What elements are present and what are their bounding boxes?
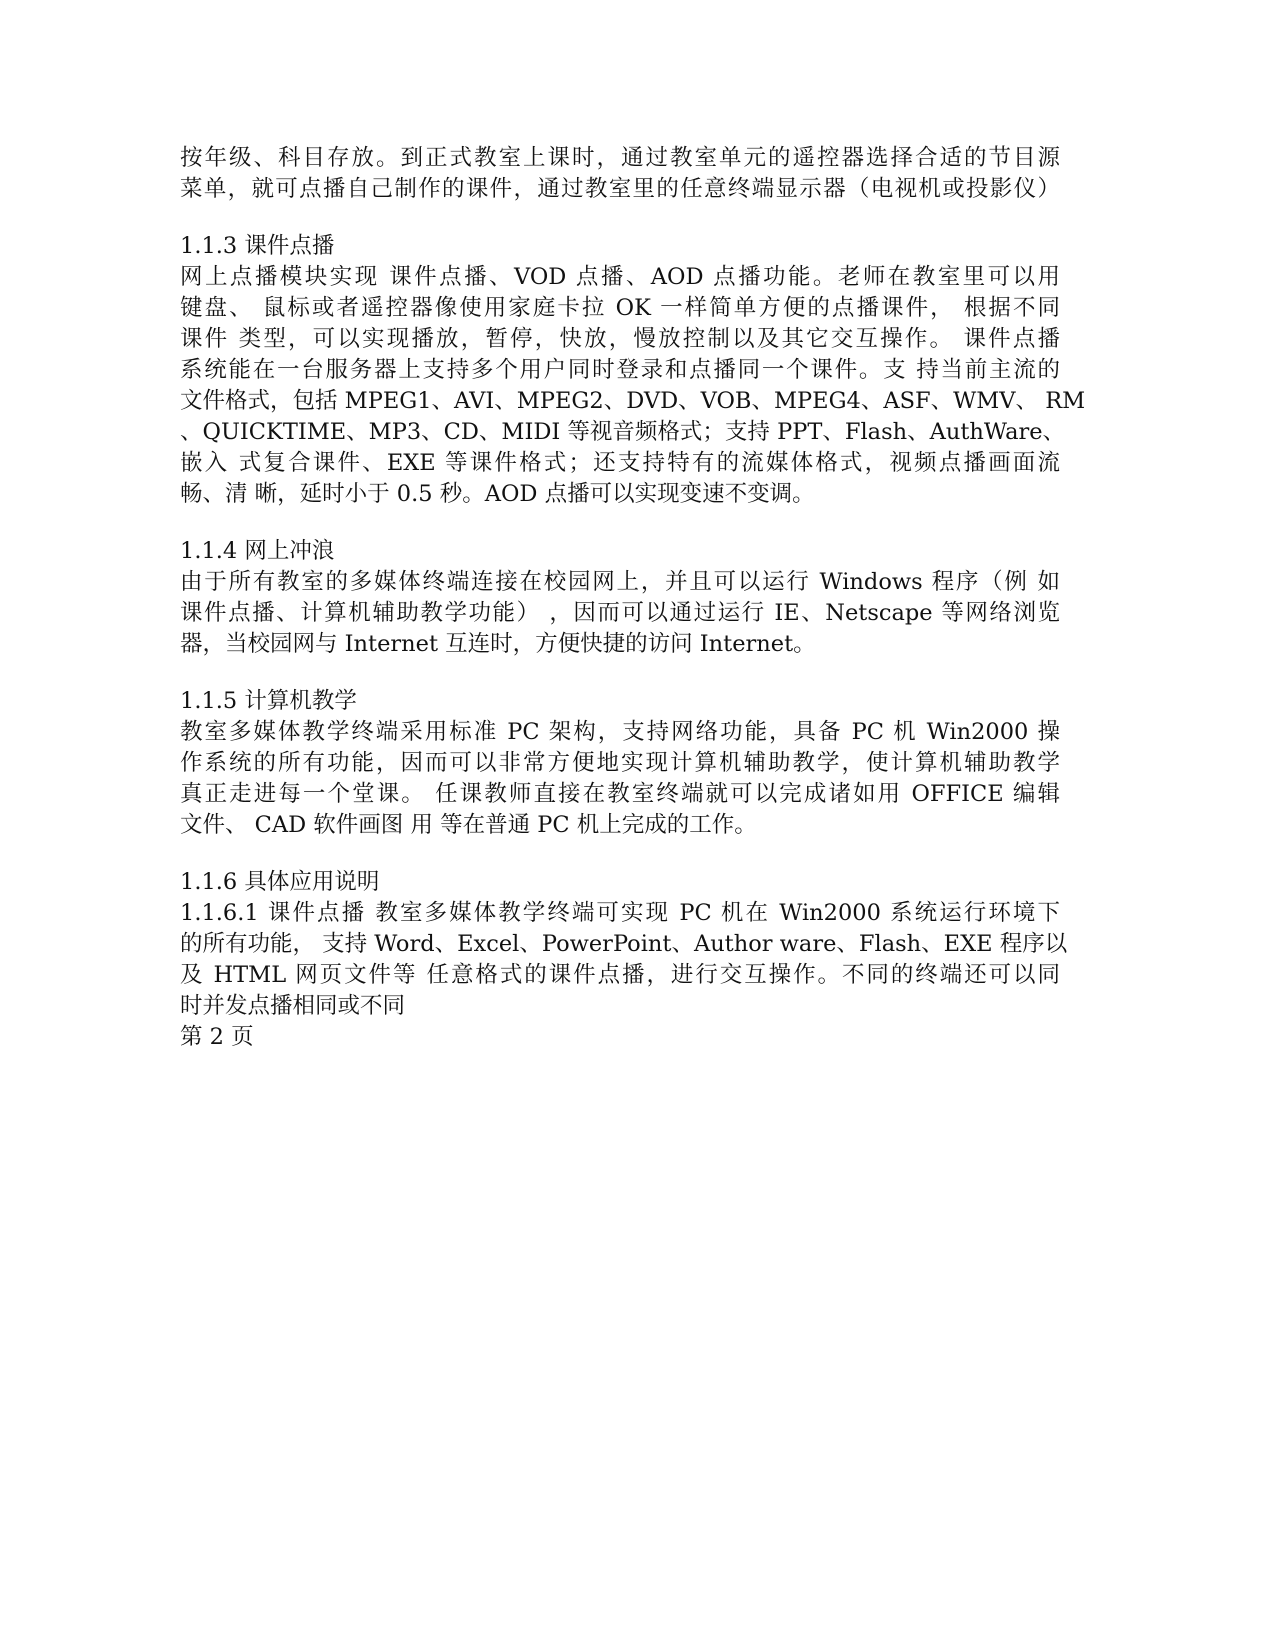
paragraph-line: 1.1.6.1 课件点播 教室多媒体教学终端可实现 PC 机在 Win2000 系统运行环境下 [180,900,1060,926]
section-1-1-6 [180,867,1068,1022]
paragraph-line: 由于所有教室的多媒体终端连接在校园网上，并且可以运行 Windows 程序（例 如 [180,569,1060,595]
paragraph-line: 文件、 CAD 软件画图 用 等在普通 PC 机上完成的工作。 [180,812,757,838]
paragraph-line: 课件 类型，可以实现播放，暂停，快放，慢放控制以及其它交互操作。 课件点播 [180,326,1060,352]
section-1-1-5 [180,686,1060,841]
intro-paragraph [180,143,1060,205]
paragraph-line: 、QUICKTIME、MP3、CD、MIDI 等视音频格式；支持 PPT、Flash、AuthWare、 [180,419,1066,445]
paragraph-line: 网上点播模块实现 课件点播、VOD 点播、AOD 点播功能。老师在教室里可以用 [180,264,1060,290]
section-heading: 1.1.4 网上冲浪 [180,538,335,564]
page-number: 第 2 页 [180,1024,254,1050]
section-heading: 1.1.5 计算机教学 [180,688,357,714]
paragraph-line: 系统能在一台服务器上支持多个用户同时登录和点播同一个课件。支 持当前主流的 [180,357,1060,383]
section-1-1-3 [180,231,1086,510]
paragraph-line: 及 HTML 网页文件等 任意格式的课件点播，进行交互操作。不同的终端还可以同 [180,962,1060,988]
paragraph-line: 按年级、科目存放。到正式教室上课时，通过教室单元的遥控器选择合适的节目源 [180,145,1060,171]
paragraph-line: 时并发点播相同或不同 [180,993,406,1019]
paragraph-line: 作系统的所有功能，因而可以非常方便地实现计算机辅助教学，使计算机辅助教学 [180,750,1060,776]
section-1-1-4 [180,536,1060,660]
section-heading: 1.1.3 课件点播 [180,233,335,259]
paragraph-line: 的所有功能， 支持 Word、Excel、PowerPoint、Author ware、Flash、EXE 程序以 [180,931,1068,957]
paragraph-line: 器，当校园网与 Internet 互连时，方便快捷的访问 Internet。 [180,631,816,657]
section-heading: 1.1.6 具体应用说明 [180,869,380,895]
paragraph-line: 课件点播、计算机辅助教学功能） ，因而可以通过运行 IE、Netscape 等网络浏览 [180,600,1060,626]
paragraph-line: 畅、清 晰，延时小于 0.5 秒。AOD 点播可以实现变速不变调。 [180,481,815,507]
paragraph-line: 教室多媒体教学终端采用标准 PC 架构，支持网络功能，具备 PC 机 Win2000 操 [180,719,1060,745]
document-body [180,143,1086,1053]
paragraph-line: 嵌入 式复合课件、EXE 等课件格式；还支持特有的流媒体格式，视频点播画面流 [180,450,1060,476]
paragraph-line: 文件格式，包括 MPEG1、AVI、MPEG2、DVD、VOB、MPEG4、ASF、WMV、 RM [180,388,1086,414]
paragraph-line: 真正走进每一个堂课。 任课教师直接在教室终端就可以完成诸如用 OFFICE 编辑 [180,781,1060,807]
paragraph-line: 菜单，就可点播自己制作的课件，通过教室里的任意终端显示器（电视机或投影仪） [180,176,1060,202]
paragraph-line: 键盘、 鼠标或者遥控器像使用家庭卡拉 OK 一样简单方便的点播课件， 根据不同 [180,295,1060,321]
